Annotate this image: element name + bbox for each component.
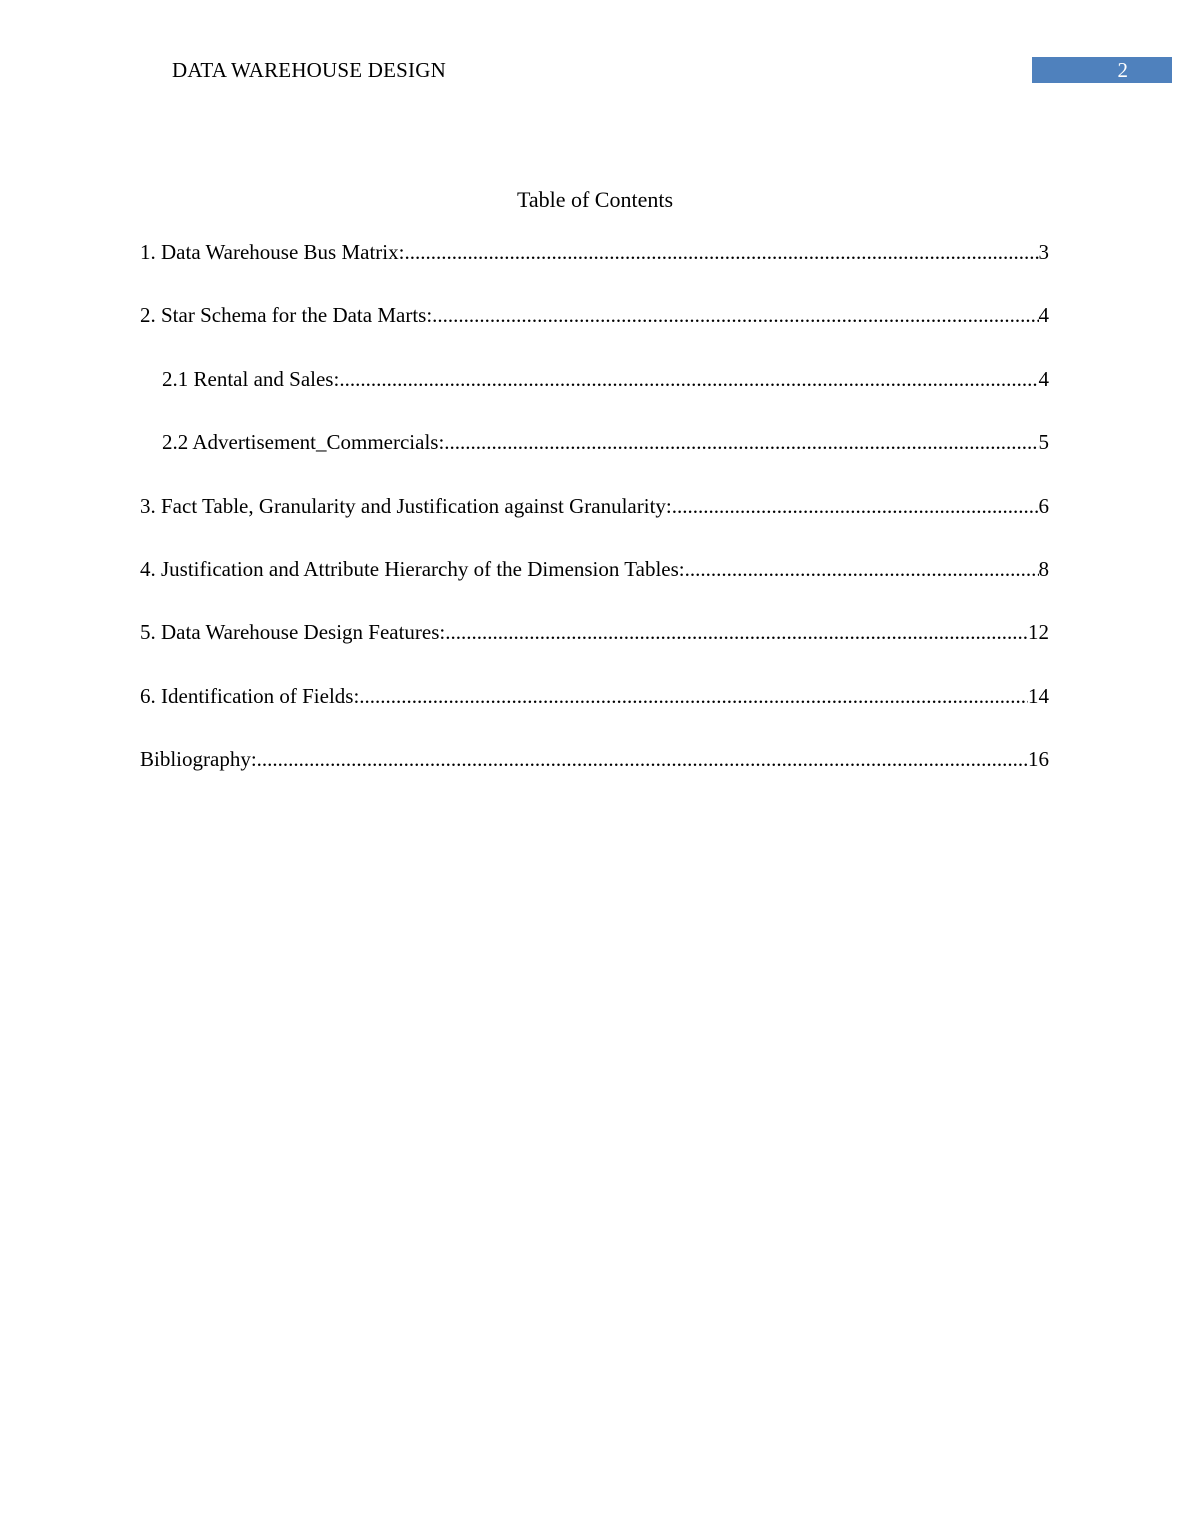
toc-entry-label: 5. Data Warehouse Design Features: <box>140 620 446 645</box>
table-of-contents <box>140 240 1049 811</box>
running-head: DATA WAREHOUSE DESIGN <box>172 58 446 82</box>
toc-title: Table of Contents <box>516 187 674 212</box>
toc-entry-page: 3 <box>1038 240 1049 264</box>
toc-entry-fact-table-granularity[interactable] <box>140 494 1049 557</box>
toc-entry-page: 8 <box>1038 556 1049 581</box>
toc-entry-page: 16 <box>1028 747 1049 772</box>
toc-dot-leader <box>404 240 1038 265</box>
toc-entry-bibliography[interactable] <box>140 747 1049 810</box>
toc-entry-rental-and-sales[interactable] <box>140 367 1049 430</box>
toc-entry-identification-of-fields[interactable] <box>140 684 1049 747</box>
toc-entry-label: 3. Fact Table, Granularity and Justification against Granularity: <box>140 493 672 518</box>
page-number: 2 <box>1117 57 1128 82</box>
toc-entry-label: Bibliography: <box>140 747 257 772</box>
toc-entry-label: 6. Identification of Fields: <box>140 683 360 708</box>
toc-entry-label: 4. Justification and Attribute Hierarchy of the Dimension Tables: <box>140 556 685 581</box>
toc-dot-leader <box>257 747 1028 772</box>
toc-entry-page: 14 <box>1028 683 1049 708</box>
toc-entry-dimension-tables[interactable] <box>140 557 1049 620</box>
toc-entry-page: 4 <box>1038 303 1049 328</box>
toc-dot-leader <box>432 303 1038 328</box>
toc-entry-page: 5 <box>1038 430 1049 455</box>
toc-entry-advertisement-commercials[interactable] <box>140 430 1049 493</box>
toc-entry-label: 2.1 Rental and Sales: <box>162 366 340 391</box>
toc-entry-label: 2.2 Advertisement_Commercials: <box>162 430 445 455</box>
toc-entry-page: 12 <box>1028 620 1049 645</box>
toc-entry-label: 2. Star Schema for the Data Marts: <box>140 303 433 328</box>
toc-dot-leader <box>444 430 1038 455</box>
toc-dot-leader <box>685 557 1039 582</box>
toc-entry-label: 1. Data Warehouse Bus Matrix: <box>140 240 405 264</box>
page-number-badge <box>1032 57 1172 83</box>
toc-entry-design-features[interactable] <box>140 620 1049 683</box>
toc-entry-page: 6 <box>1038 493 1049 518</box>
toc-dot-leader <box>672 494 1039 519</box>
toc-entry-star-schema[interactable] <box>140 303 1049 366</box>
toc-entry-page: 4 <box>1038 366 1049 391</box>
toc-entry-data-warehouse-bus-matrix[interactable] <box>140 240 1049 303</box>
toc-dot-leader <box>339 367 1038 392</box>
toc-dot-leader <box>359 684 1028 709</box>
toc-dot-leader <box>445 620 1028 645</box>
